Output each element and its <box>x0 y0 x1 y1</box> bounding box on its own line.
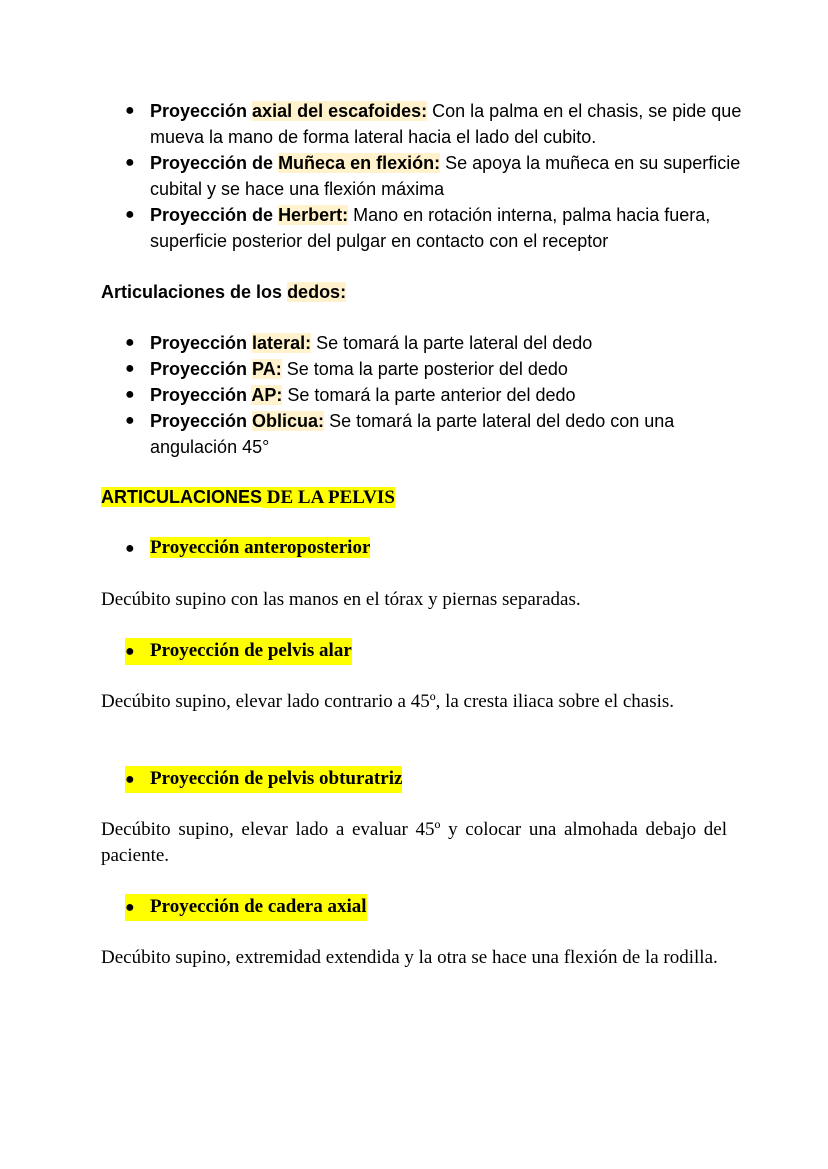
fingers-projections-list <box>125 330 745 460</box>
section-title-cadera-axial: ● Proyección de cadera axial <box>125 894 367 921</box>
wrist-projections-list <box>125 98 745 254</box>
list-item: ● Proyección de Muñeca en flexión: Se apoya la muñeca en su superficie cubital y se hace una flexión máxima <box>125 150 745 202</box>
bullet-icon: ● <box>125 771 135 788</box>
bullet-icon: ● <box>125 899 135 916</box>
section-title-pelvis-alar: ● Proyección de pelvis alar <box>125 638 352 665</box>
pelvis-heading: ARTICULACIONES DE LA PELVIS <box>101 487 395 508</box>
list-item: ● Proyección lateral: Se tomará la parte lateral del dedo <box>125 330 745 356</box>
bullet-icon: ● <box>125 386 135 403</box>
section-title-pelvis-obturatriz: ● Proyección de pelvis obturatriz <box>125 766 402 793</box>
fingers-heading: Articulaciones de los dedos: <box>101 282 347 302</box>
list-item: ● Proyección AP: Se tomará la parte anterior del dedo <box>125 382 745 408</box>
bullet-icon: ● <box>125 154 135 171</box>
bullet-icon: ● <box>125 102 135 119</box>
bullet-icon: ● <box>125 412 135 429</box>
bullet-icon: ● <box>125 643 135 660</box>
list-item: ● Proyección PA: Se toma la parte posterior del dedo <box>125 356 745 382</box>
paragraph: Decúbito supino, elevar lado a evaluar 45º y colocar una almohada debajo del paciente. <box>101 819 727 866</box>
section-title-anteroposterior: ● Proyección anteroposterior <box>125 535 370 562</box>
list-item: ● Proyección Oblicua: Se tomará la parte lateral del dedo con una angulación 45° <box>125 408 745 460</box>
bullet-icon: ● <box>125 334 135 351</box>
paragraph: Decúbito supino con las manos en el tórax y piernas separadas. <box>101 589 581 610</box>
bullet-icon: ● <box>125 206 135 223</box>
paragraph: Decúbito supino, elevar lado contrario a 45º, la cresta iliaca sobre el chasis. <box>101 691 675 712</box>
list-item: ● Proyección de Herbert: Mano en rotación interna, palma hacia fuera, superficie posterior del pulgar en contacto con el receptor <box>125 202 745 254</box>
bullet-icon: ● <box>125 540 135 557</box>
bullet-icon: ● <box>125 360 135 377</box>
list-item: ● Proyección axial del escafoides: Con la palma en el chasis, se pide que mueva la mano de forma lateral hacia el lado del cubito. <box>125 98 745 150</box>
paragraph: Decúbito supino, extremidad extendida y la otra se hace una flexión de la rodilla. <box>101 947 718 968</box>
